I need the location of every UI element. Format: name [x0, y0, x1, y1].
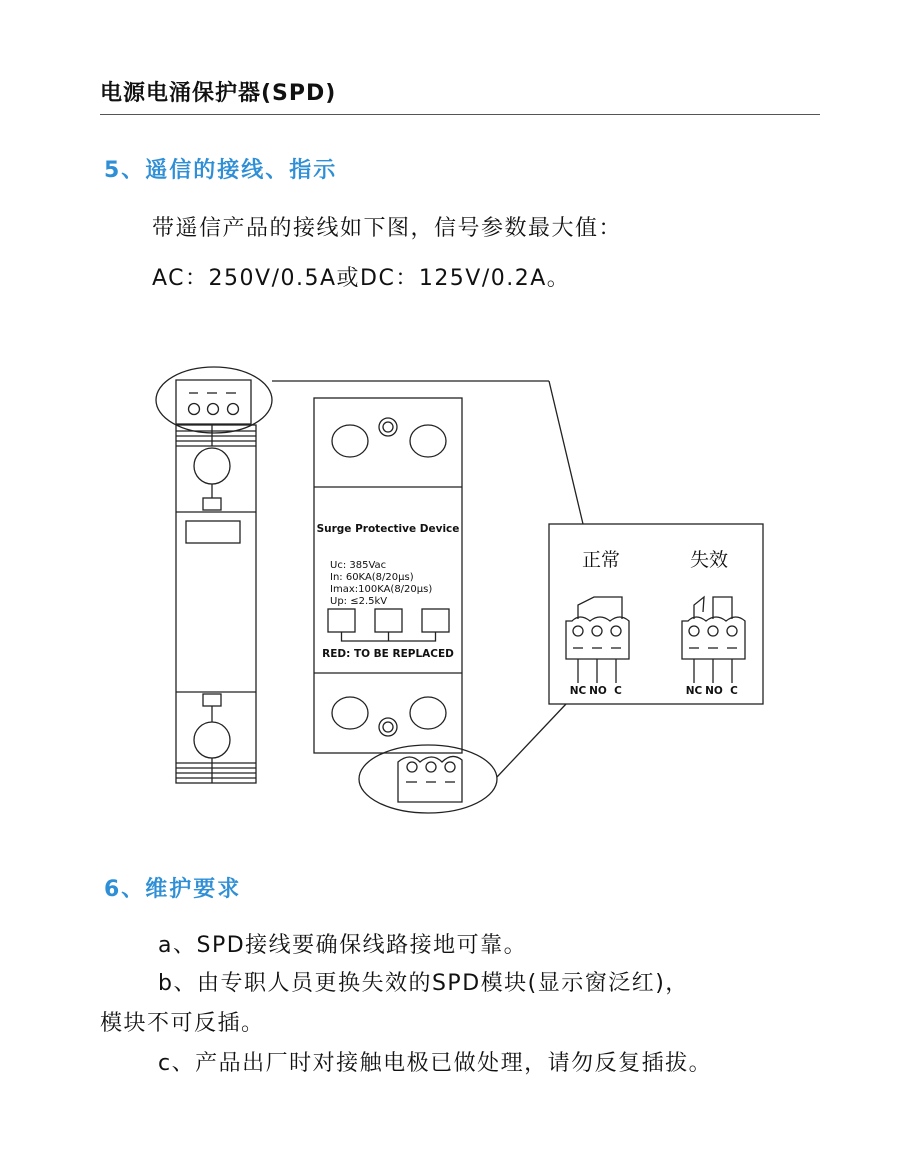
spec-imax: Imax:100KA(8/20μs)	[330, 584, 433, 595]
maintenance-item-b-continued: 模块不可反插。	[100, 1011, 265, 1036]
section-5-line-1: 带遥信产品的接线如下图，信号参数最大值：	[152, 216, 623, 241]
section-6-heading: 6、维护要求	[104, 877, 242, 902]
maintenance-item-b: b、由专职人员更换失效的SPD模块(显示窗泛红)，	[158, 971, 689, 996]
normal-c-label: C	[614, 685, 622, 697]
spec-in: In: 60KA(8/20μs)	[330, 572, 414, 583]
normal-no-label: NO	[589, 685, 607, 697]
failed-c-label: C	[730, 685, 738, 697]
spec-up: Up: ≤2.5kV	[330, 596, 388, 607]
failed-nc-label: NC	[685, 685, 703, 697]
failed-no-label: NO	[705, 685, 723, 697]
section-5-heading: 5、遥信的接线、指示	[104, 158, 338, 183]
callout-line-top-diagonal	[549, 381, 583, 524]
bottom-terminal-block	[359, 745, 497, 813]
state-failed-label: 失效	[689, 549, 729, 571]
state-normal-label: 正常	[581, 549, 621, 571]
maintenance-item-c: c、产品出厂时对接触电极已做处理，请勿反复插拔。	[158, 1051, 713, 1076]
section-5-line-2: AC：250V/0.5A或DC：125V/0.2A。	[152, 266, 571, 291]
replace-warning: RED: TO BE REPLACED	[322, 648, 454, 660]
failed-state-connector-icon	[682, 597, 745, 683]
spec-uc: Uc: 385Vac	[330, 560, 387, 571]
normal-state-connector-icon	[566, 597, 629, 683]
side-view-module	[156, 367, 272, 783]
normal-nc-label: NC	[569, 685, 587, 697]
callout-line-bottom	[497, 704, 566, 777]
device-title: Surge Protective Device	[316, 523, 460, 535]
maintenance-item-a: a、SPD接线要确保线路接地可靠。	[158, 933, 528, 958]
document-title: 电源电涌保护器(SPD)	[100, 81, 337, 106]
